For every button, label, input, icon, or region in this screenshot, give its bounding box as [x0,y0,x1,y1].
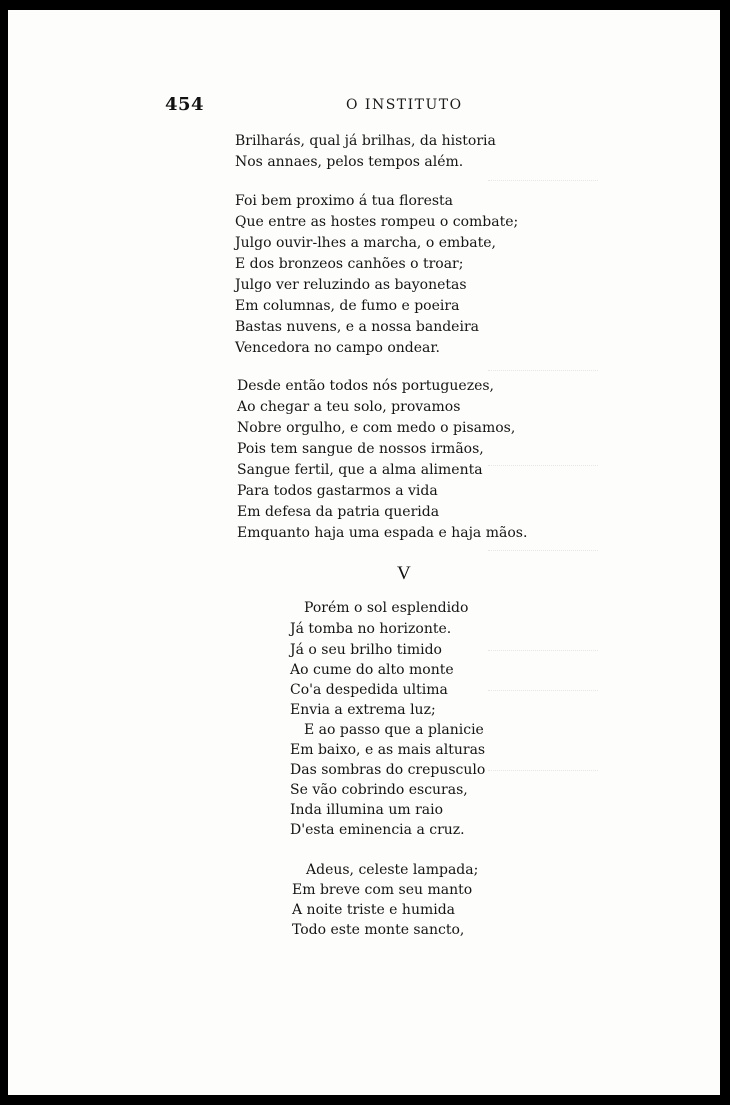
verse-line: Todo este monte sancto, [292,922,465,938]
verse-line: Nos annaes, pelos tempos além. [235,154,464,170]
show-through-mark [488,465,598,467]
verse-line: Já tomba no horizonte. [290,621,452,637]
verse-line: Das sombras do crepusculo [290,762,486,778]
verse-line: Bastas nuvens, e a nossa bandeira [235,319,479,335]
verse-line: D'esta eminencia a cruz. [290,822,465,838]
running-title: O INSTITUTO [346,97,463,113]
verse-line: Julgo ouvir-lhes a marcha, o embate, [235,235,496,251]
verse-line: Ao cume do alto monte [290,662,454,678]
verse-line: Sangue fertil, que a alma alimenta [237,462,483,478]
verse-line: Para todos gastarmos a vida [237,483,438,499]
show-through-mark [488,180,598,182]
verse-line: Já o seu brilho timido [290,642,442,658]
verse-line: Desde então todos nós portuguezes, [237,378,494,394]
show-through-mark [488,550,598,552]
verse-line: Julgo ver reluzindo as bayonetas [235,277,467,293]
verse-line: Que entre as hostes rompeu o combate; [235,214,519,230]
verse-line: Foi bem proximo á tua floresta [235,193,454,209]
page-header [8,94,720,120]
verse-line: Em breve com seu manto [292,882,473,898]
verse-line: E dos bronzeos canhões o troar; [235,256,464,272]
verse-line: Co'a despedida ultima [290,682,448,698]
verse-line: Envia a extrema luz; [290,702,436,718]
page-number: 454 [165,94,205,115]
section-numeral: V [397,563,412,584]
show-through-mark [488,370,598,372]
verse-line: Ao chegar a teu solo, provamos [237,399,461,415]
verse-line: Nobre orgulho, e com medo o pisamos, [237,420,516,436]
show-through-mark [488,690,598,692]
verse-line: Adeus, celeste lampada; [306,862,479,878]
verse-line: Em baixo, e as mais alturas [290,742,486,758]
verse-line: Em columnas, de fumo e poeira [235,298,460,314]
verse-line: Em defesa da patria querida [237,504,440,520]
show-through-mark [488,650,598,652]
verse-line: Se vão cobrindo escuras, [290,782,468,798]
verse-line: Vencedora no campo ondear. [235,340,440,356]
verse-line: Porém o sol esplendido [304,600,469,616]
verse-line: Emquanto haja uma espada e haja mãos. [237,525,528,541]
verse-line: E ao passo que a planicie [304,722,484,738]
verse-line: A noite triste e humida [292,902,456,918]
verse-line: Pois tem sangue de nossos irmãos, [237,441,484,457]
verse-line: Brilharás, qual já brilhas, da historia [235,133,496,149]
show-through-mark [488,770,598,772]
book-page [8,10,720,1095]
verse-line: Inda illumina um raio [290,802,444,818]
